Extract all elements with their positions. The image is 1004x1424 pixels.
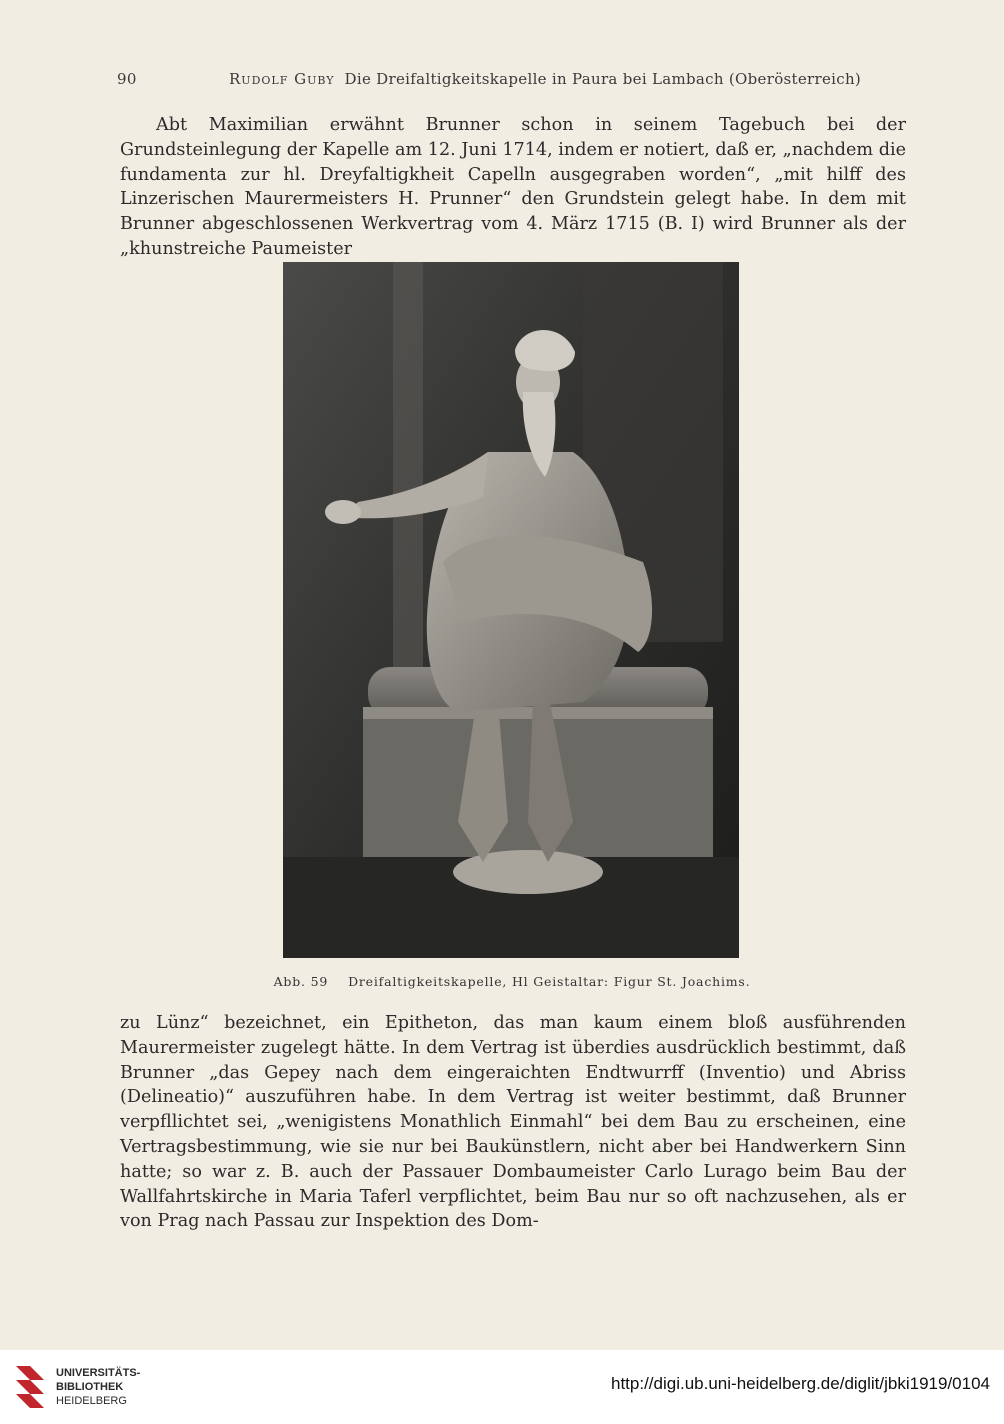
figure-caption-text: Dreifaltigkeitskapelle, Hl Geistaltar: Figur St. Joachims. bbox=[348, 974, 751, 989]
statue-photograph bbox=[283, 262, 739, 958]
paragraph-1 bbox=[120, 113, 906, 262]
paragraph-1-text: Abt Maximilian erwähnt Brunner schon in seinem Tagebuch bei der Grundsteinlegung der Kapelle am 12. Juni 1714, indem er notiert, daß er, „nachdem die fundamenta zur hl. Dreyfaltigkheit Capelln ausgegraben worden“, „mit hilff des Linzerischen Maurermeisters H. Prunner“ den Grundstein gelegt habe. In dem mit Brunner abgeschlossenen Werkvertrag vom 4. März 1715 (B. I) wird Brunner als der „khunstreiche Paumeister bbox=[120, 115, 906, 259]
running-title bbox=[229, 70, 861, 88]
article-title: Die Dreifaltigkeitskapelle in Paura bei Lambach (Oberösterreich) bbox=[344, 70, 862, 88]
source-url-link[interactable]: http://digi.ub.uni-heidelberg.de/diglit/jbki1919/0104 bbox=[611, 1374, 990, 1393]
figure-caption bbox=[0, 974, 1004, 989]
paragraph-2-text: zu Lünz“ bezeichnet, ein Epitheton, das man kaum einem bloß ausführenden Maurermeister zugelegt hätte. In dem Vertrag ist überdies ausdrücklich bestimmt, daß Brunner „das Gepey nach dem eingeraichten Endtwurrff (Inventio) und Abriss (Delineatio)“ auszuführen habe. In dem Vertrag ist weiter bestimmt, daß Brunner verpfllichtet sei, „wenigistens Monathlich Einmahl“ bei dem Bau zu erscheinen, eine Vertragsbestimmung, wie sie nur bei Baukünstlern, nicht aber bei Handwerkern Sinn hatte; so war z. B. auch der Passauer Dombaumeister Carlo Lurago beim Bau der Wallfahrtskirche in Maria Taferl verpflichtet, beim Bau nur so oft nachzusehen, als er von Prag nach Passau zur Inspektion des Dom- bbox=[120, 1013, 906, 1232]
figure-label: Abb. 59 bbox=[273, 974, 329, 989]
library-line-3: HEIDELBERG bbox=[56, 1395, 127, 1407]
library-line-2: BIBLIOTHEK bbox=[56, 1381, 124, 1393]
library-line-1: UNIVERSITÄTS- bbox=[56, 1367, 141, 1379]
author-name: Rudolf Guby bbox=[229, 70, 335, 88]
library-footer bbox=[0, 1350, 1004, 1424]
paragraph-2 bbox=[120, 1011, 906, 1234]
library-name bbox=[56, 1366, 140, 1408]
library-logo-icon bbox=[12, 1362, 48, 1414]
page-number: 90 bbox=[117, 70, 137, 88]
figure-photo bbox=[283, 262, 739, 958]
